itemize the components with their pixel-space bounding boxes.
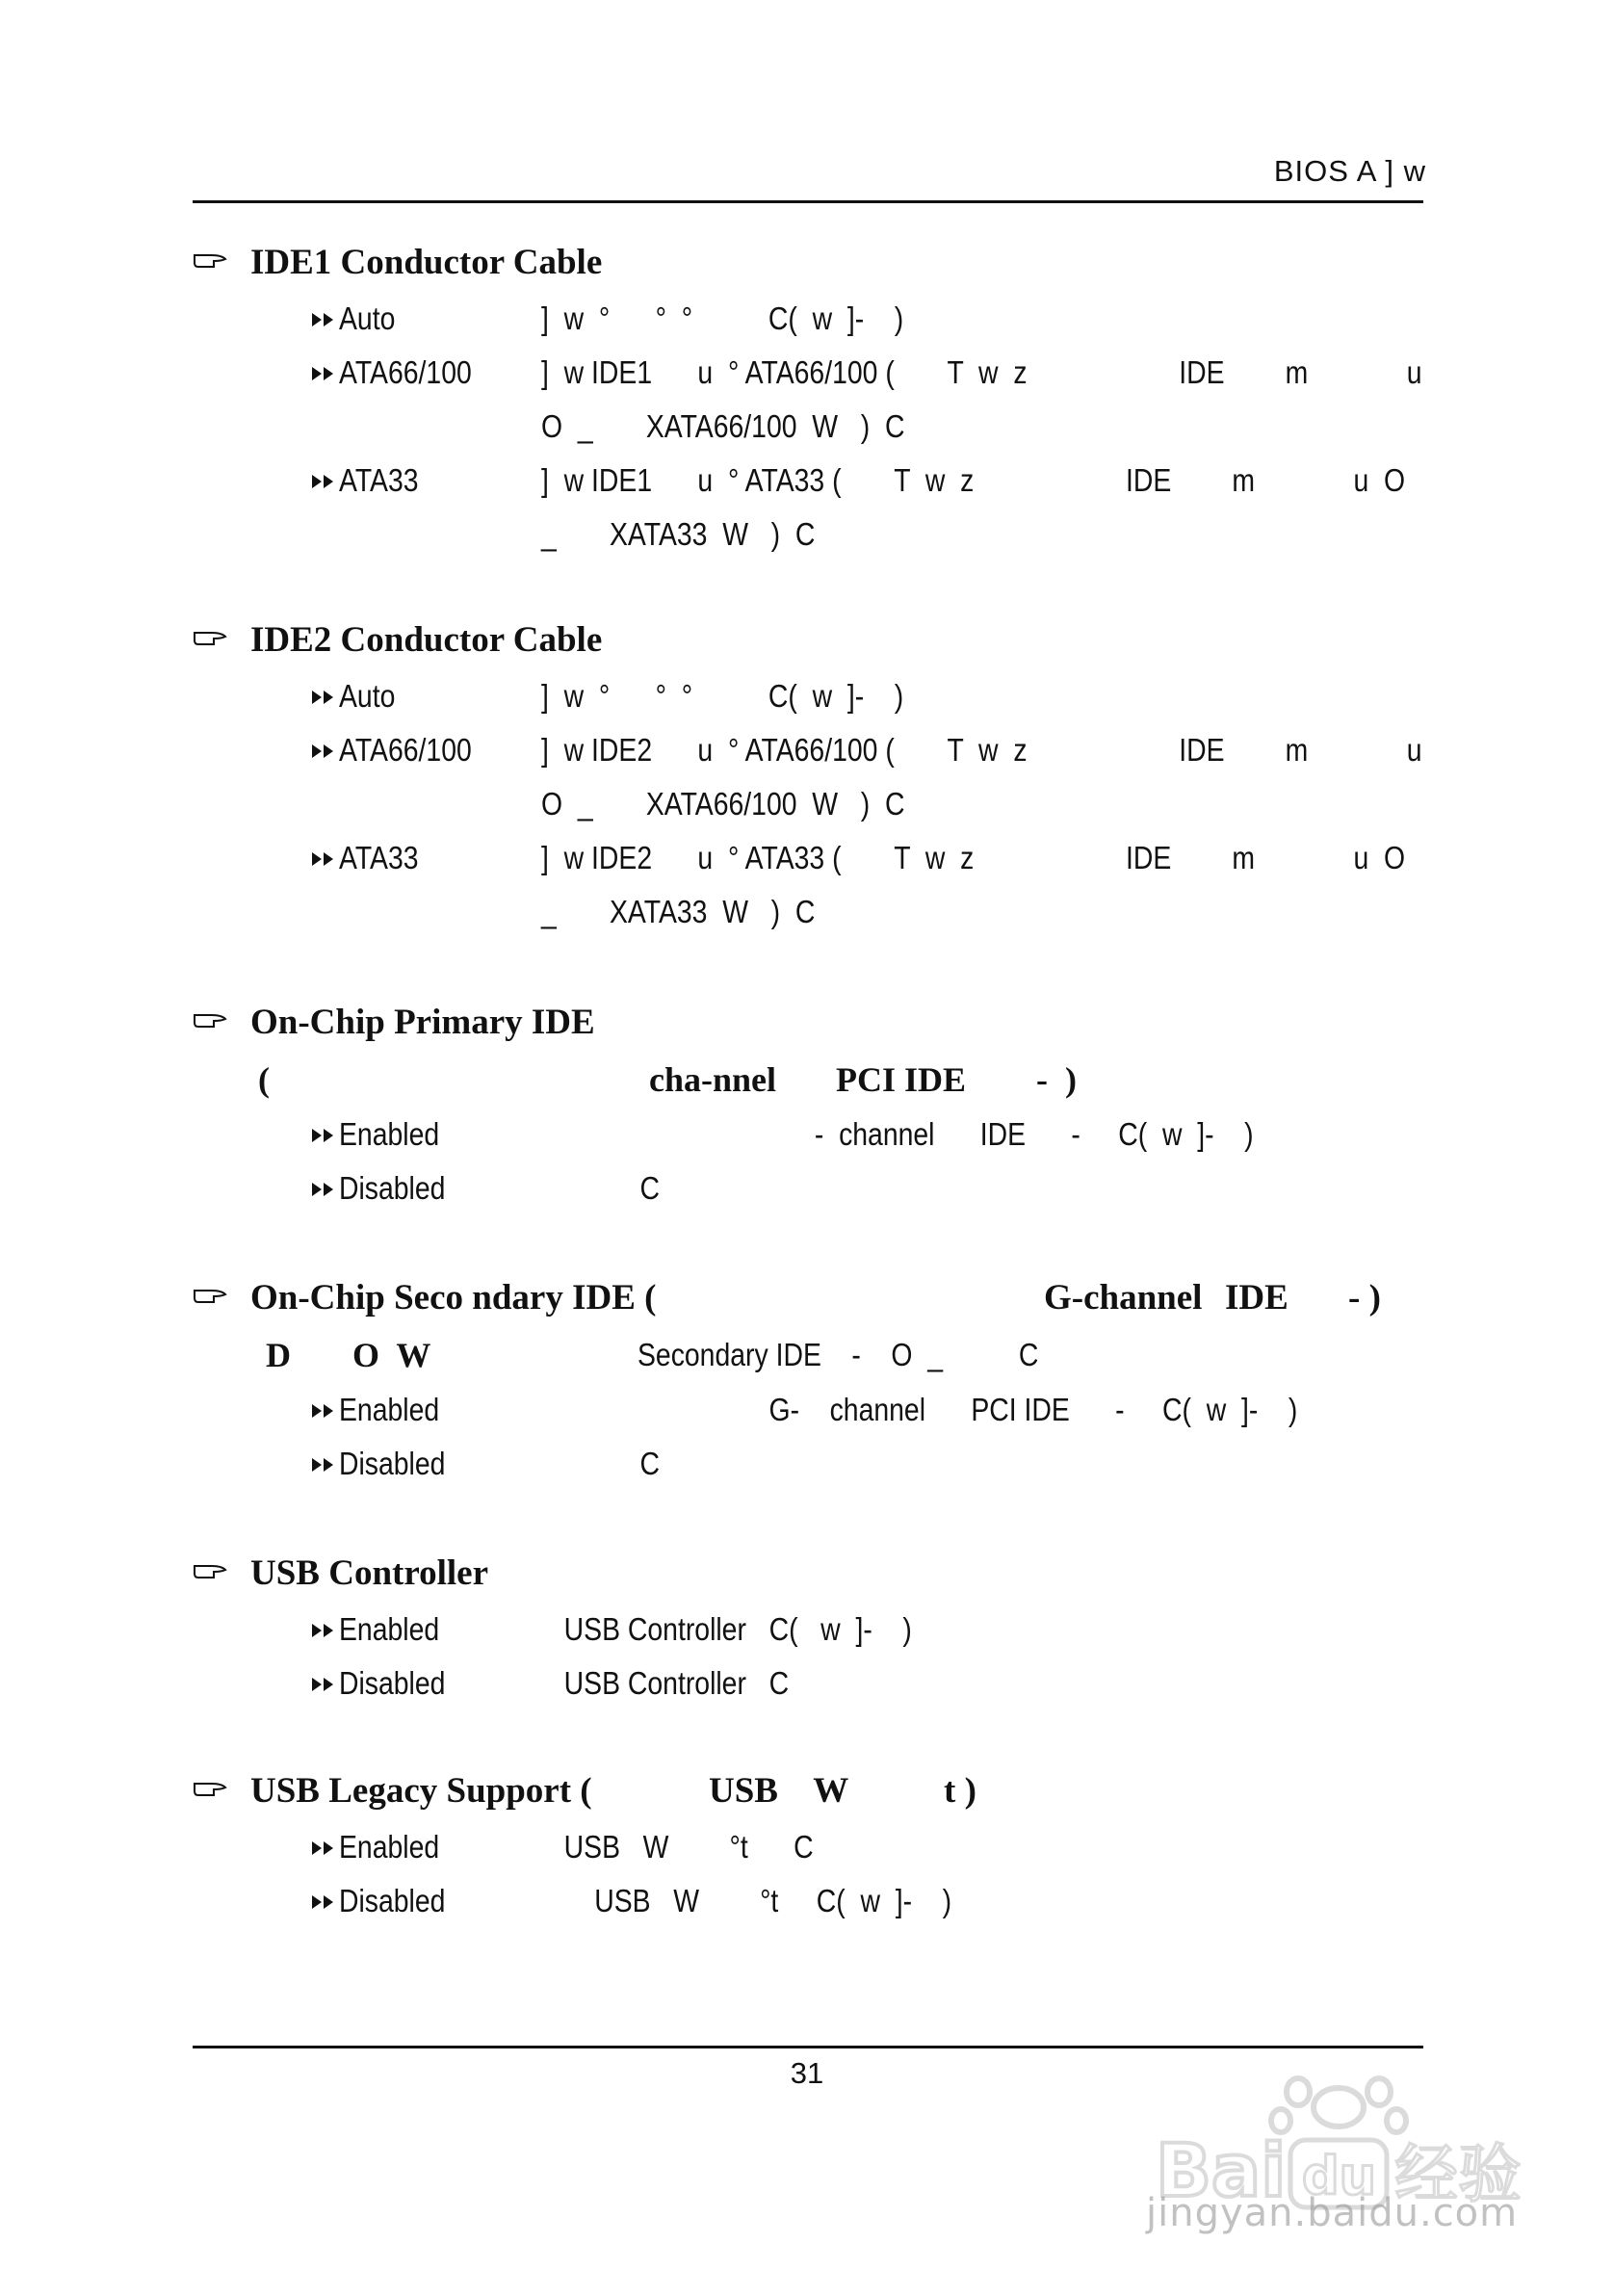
option-name: Disabled [339,1170,446,1206]
option-desc-continued: O _ XATA66/100 W ) C [541,786,905,822]
section-subtitle: ( cha-nnel PCI IDE - ) [258,1060,1077,1099]
pointing-hand-icon [193,1283,227,1310]
double-arrow-icon [310,1403,337,1419]
double-arrow-icon [310,1623,337,1638]
option-name: Enabled [339,1392,440,1427]
section-title: USB Legacy Support ( [250,1771,592,1811]
section-title: On-Chip Primary IDE [250,1003,595,1042]
double-arrow-icon [310,851,337,867]
option-row [193,669,1435,723]
svg-text:经验: 经验 [1394,2137,1522,2211]
option-row [193,454,1435,508]
option-desc-continued: O _ XATA66/100 W ) C [541,408,905,444]
option-name: Enabled [339,1829,440,1865]
section-title: USB Controller [250,1553,489,1593]
double-arrow-icon [310,1457,337,1473]
option-name: Disabled [339,1883,446,1918]
option-name: Disabled [339,1665,446,1701]
double-arrow-icon [310,474,337,489]
option-row [193,1657,1435,1710]
option-desc-continued: _ XATA33 W ) C [541,894,816,929]
option-desc: ] w IDE1 u ° ATA66/100 ( T w z IDE m u [541,354,1422,390]
option-desc: USB W °t C [541,1829,814,1865]
section-title: On-Chip Seco ndary IDE ( [250,1278,657,1318]
section-usb-legacy-support: USB Legacy Support ( USB W t ) Enabled USB W °t C Disabled USB W °t C( w ]- ) [193,1762,1435,1928]
double-arrow-icon [310,1677,337,1692]
option-desc: ] w IDE2 u ° ATA33 ( T w z IDE m u O [541,840,1406,875]
option-name: Auto [339,300,396,336]
section-usb-controller [193,1545,1435,1710]
option-desc: ] w IDE2 u ° ATA66/100 ( T w z IDE m u [541,732,1422,768]
double-arrow-icon [310,744,337,759]
page-number: 31 [790,2056,824,2090]
pointing-hand-icon [193,248,227,274]
svg-text:du: du [1302,2146,1377,2206]
option-row [193,1820,1435,1874]
section-onchip-primary-ide [193,994,1435,1215]
option-name: ATA66/100 [339,732,472,768]
section-title: IDE2 Conductor Cable [250,620,603,660]
option-desc-continued: _ XATA33 W ) C [541,516,816,552]
double-arrow-icon [310,1182,337,1197]
option-name: Enabled [339,1116,440,1152]
option-row [193,723,1435,777]
option-name: Enabled [339,1611,440,1647]
option-desc: G- channel PCI IDE - C( w ]- ) [541,1392,1298,1427]
option-name: ATA33 [339,840,419,875]
option-desc: ] w IDE1 u ° ATA33 ( T w z IDE m u O [541,462,1406,498]
option-desc: - channel IDE - C( w ]- ) [541,1116,1254,1152]
option-desc: C [541,1446,661,1481]
option-desc: C [541,1170,661,1206]
option-desc: USB Controller C [541,1665,790,1701]
footer-rule [193,2046,1423,2048]
double-arrow-icon [310,1128,337,1143]
section-ide1-cable [193,234,1435,561]
option-row [193,831,1435,885]
option-row [193,1383,1435,1437]
pointing-hand-icon [193,1558,227,1585]
option-name: Auto [339,678,396,714]
option-name: ATA33 [339,462,419,498]
running-header: BIOS A ] w [1273,154,1426,188]
option-desc: ] w ° ° ° C( w ]- ) [541,300,904,336]
option-desc: ] w ° ° ° C( w ]- ) [541,678,904,714]
double-arrow-icon [310,1840,337,1856]
section-ide2-cable [193,612,1435,939]
section-title: IDE1 Conductor Cable [250,243,603,282]
section-subtitle: D O W Secondary IDE - O _ C [266,1336,1039,1374]
option-row [193,1874,1435,1928]
header-rule [193,200,1423,203]
option-name: ATA66/100 [339,354,472,390]
option-row [193,292,1435,346]
watermark-url: jingyan.baidu.com [1146,2191,1519,2235]
section-onchip-secondary-ide: On-Chip Seco ndary IDE ( G-channel IDE - ) D O W Secondary IDE - O _ C Enabled G- channel PCI IDE - C( w ]- ) Disabled C [193,1269,1435,1491]
option-desc: USB Controller C( w ]- ) [541,1611,912,1647]
double-arrow-icon [310,366,337,381]
option-row [193,1603,1435,1657]
pointing-hand-icon [193,625,227,652]
svg-text:Bai: Bai [1156,2127,1287,2213]
double-arrow-icon [310,1894,337,1910]
option-row [193,1108,1435,1161]
option-name: Disabled [339,1446,446,1481]
option-desc: USB W °t C( w ]- ) [541,1883,952,1918]
pointing-hand-icon [193,1776,227,1803]
option-row [193,346,1435,400]
double-arrow-icon [310,690,337,705]
pointing-hand-icon [193,1007,227,1034]
option-row [193,1161,1435,1215]
option-row [193,1437,1435,1491]
double-arrow-icon [310,312,337,327]
